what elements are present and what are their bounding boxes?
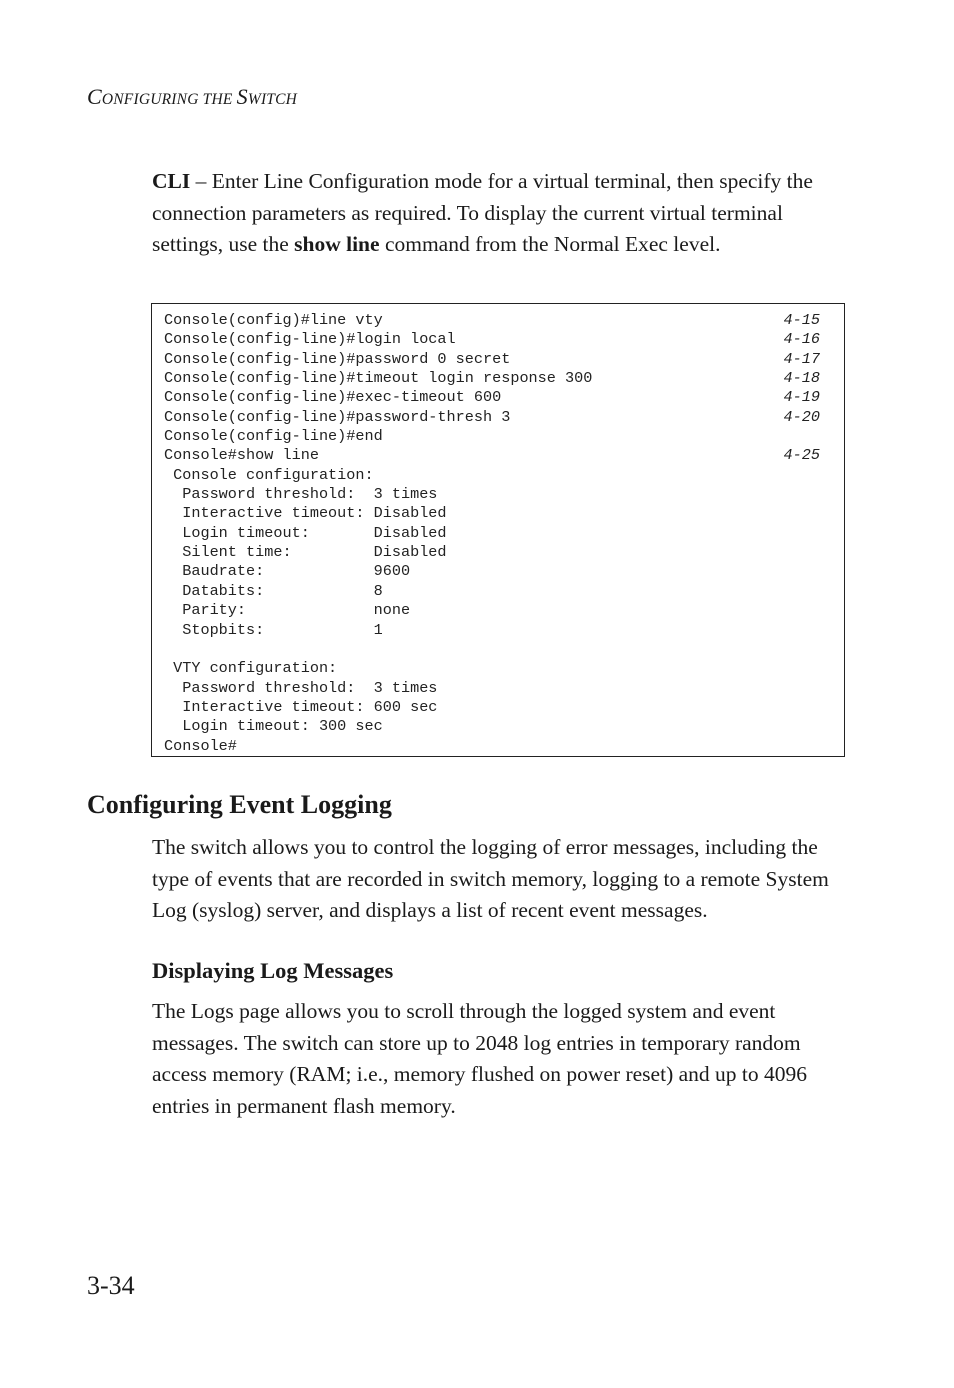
code-line [164, 737, 820, 756]
code-line [164, 582, 820, 601]
code-text: Console# [164, 736, 237, 755]
code-line [164, 698, 820, 717]
code-page-reference: 4-17 [783, 349, 820, 368]
code-text: Databits: 8 [164, 581, 383, 600]
code-text: Console(config-line)#password 0 secret [164, 349, 511, 368]
code-page-reference: 4-19 [783, 388, 820, 407]
code-line [164, 562, 820, 581]
code-line [164, 311, 820, 330]
code-text: Password threshold: 3 times [164, 678, 438, 697]
code-line [164, 524, 820, 543]
code-text: Interactive timeout: 600 sec [164, 697, 438, 716]
running-header-rest-2: WITCH [247, 91, 298, 108]
code-example-box [151, 303, 845, 757]
code-line [164, 640, 820, 659]
cli-text-1: – Enter Line Configuration mode for a virtual terminal, then specify the connection parameters as required. To display the current virtual terminal settings, use the [152, 169, 813, 256]
section-body: The switch allows you to control the logging of error messages, including the type of events that are recorded in switch memory, logging to a remote System Log (syslog) server, and displays a list of recent event messages. [152, 835, 829, 922]
code-line [164, 659, 820, 678]
code-text: Console(config-line)#end [164, 427, 383, 446]
code-line [164, 350, 820, 369]
running-header-initial-1: C [87, 84, 102, 109]
section-heading: Configuring Event Logging [87, 790, 392, 819]
code-text: Console(config-line)#exec-timeout 600 [164, 388, 502, 407]
page-number: 3-34 [87, 1271, 135, 1300]
code-text: Console configuration: [164, 465, 374, 484]
code-line [164, 388, 820, 407]
code-text: Baudrate: 9600 [164, 562, 411, 581]
code-line [164, 408, 820, 427]
subsection-heading: Displaying Log Messages [152, 958, 394, 983]
code-text: Parity: none [164, 601, 411, 620]
code-text: Console(config-line)#password-thresh 3 [164, 407, 511, 426]
code-text: Password threshold: 3 times [164, 485, 438, 504]
code-line [164, 504, 820, 523]
code-text: Console(config-line)#login local [164, 330, 456, 349]
code-line [164, 466, 820, 485]
code-line [164, 543, 820, 562]
code-text: Login timeout: Disabled [164, 523, 447, 542]
code-line [164, 369, 820, 388]
code-page-reference: 4-20 [783, 407, 820, 426]
code-text: Login timeout: 300 sec [164, 717, 383, 736]
code-text: Console(config)#line vty [164, 311, 383, 329]
code-page-reference: 4-25 [783, 446, 820, 465]
cli-paragraph [152, 166, 852, 261]
cli-lead-label: CLI [152, 169, 191, 193]
code-text: Silent time: Disabled [164, 543, 447, 562]
code-line [164, 446, 820, 465]
code-text: Stopbits: 1 [164, 620, 383, 639]
code-line [164, 485, 820, 504]
code-line [164, 717, 820, 736]
code-text: Console(config-line)#timeout login response 300 [164, 369, 593, 388]
code-page-reference: 4-15 [783, 311, 820, 329]
code-text: VTY configuration: [164, 659, 338, 678]
running-header-initial-2: S [236, 84, 248, 109]
code-lines [164, 311, 820, 756]
code-page-reference: 4-18 [783, 369, 820, 388]
code-page-reference: 4-16 [783, 330, 820, 349]
code-line [164, 330, 820, 349]
code-line [164, 427, 820, 446]
show-line-command: show line [294, 232, 380, 256]
code-line [164, 601, 820, 620]
running-header [87, 84, 297, 110]
running-header-rest-1: ONFIGURING THE [101, 91, 237, 108]
code-line [164, 679, 820, 698]
code-text: Console#show line [164, 446, 319, 465]
cli-text-2: command from the Normal Exec level. [379, 232, 721, 256]
subsection-body: The Logs page allows you to scroll through the logged system and event messages. The switch can store up to 2048 log entries in temporary random access memory (RAM; i.e., memory flushed on power reset) and up to 4096 entries in permanent flash memory. [152, 999, 807, 1118]
code-text: Interactive timeout: Disabled [164, 504, 447, 523]
code-line [164, 621, 820, 640]
